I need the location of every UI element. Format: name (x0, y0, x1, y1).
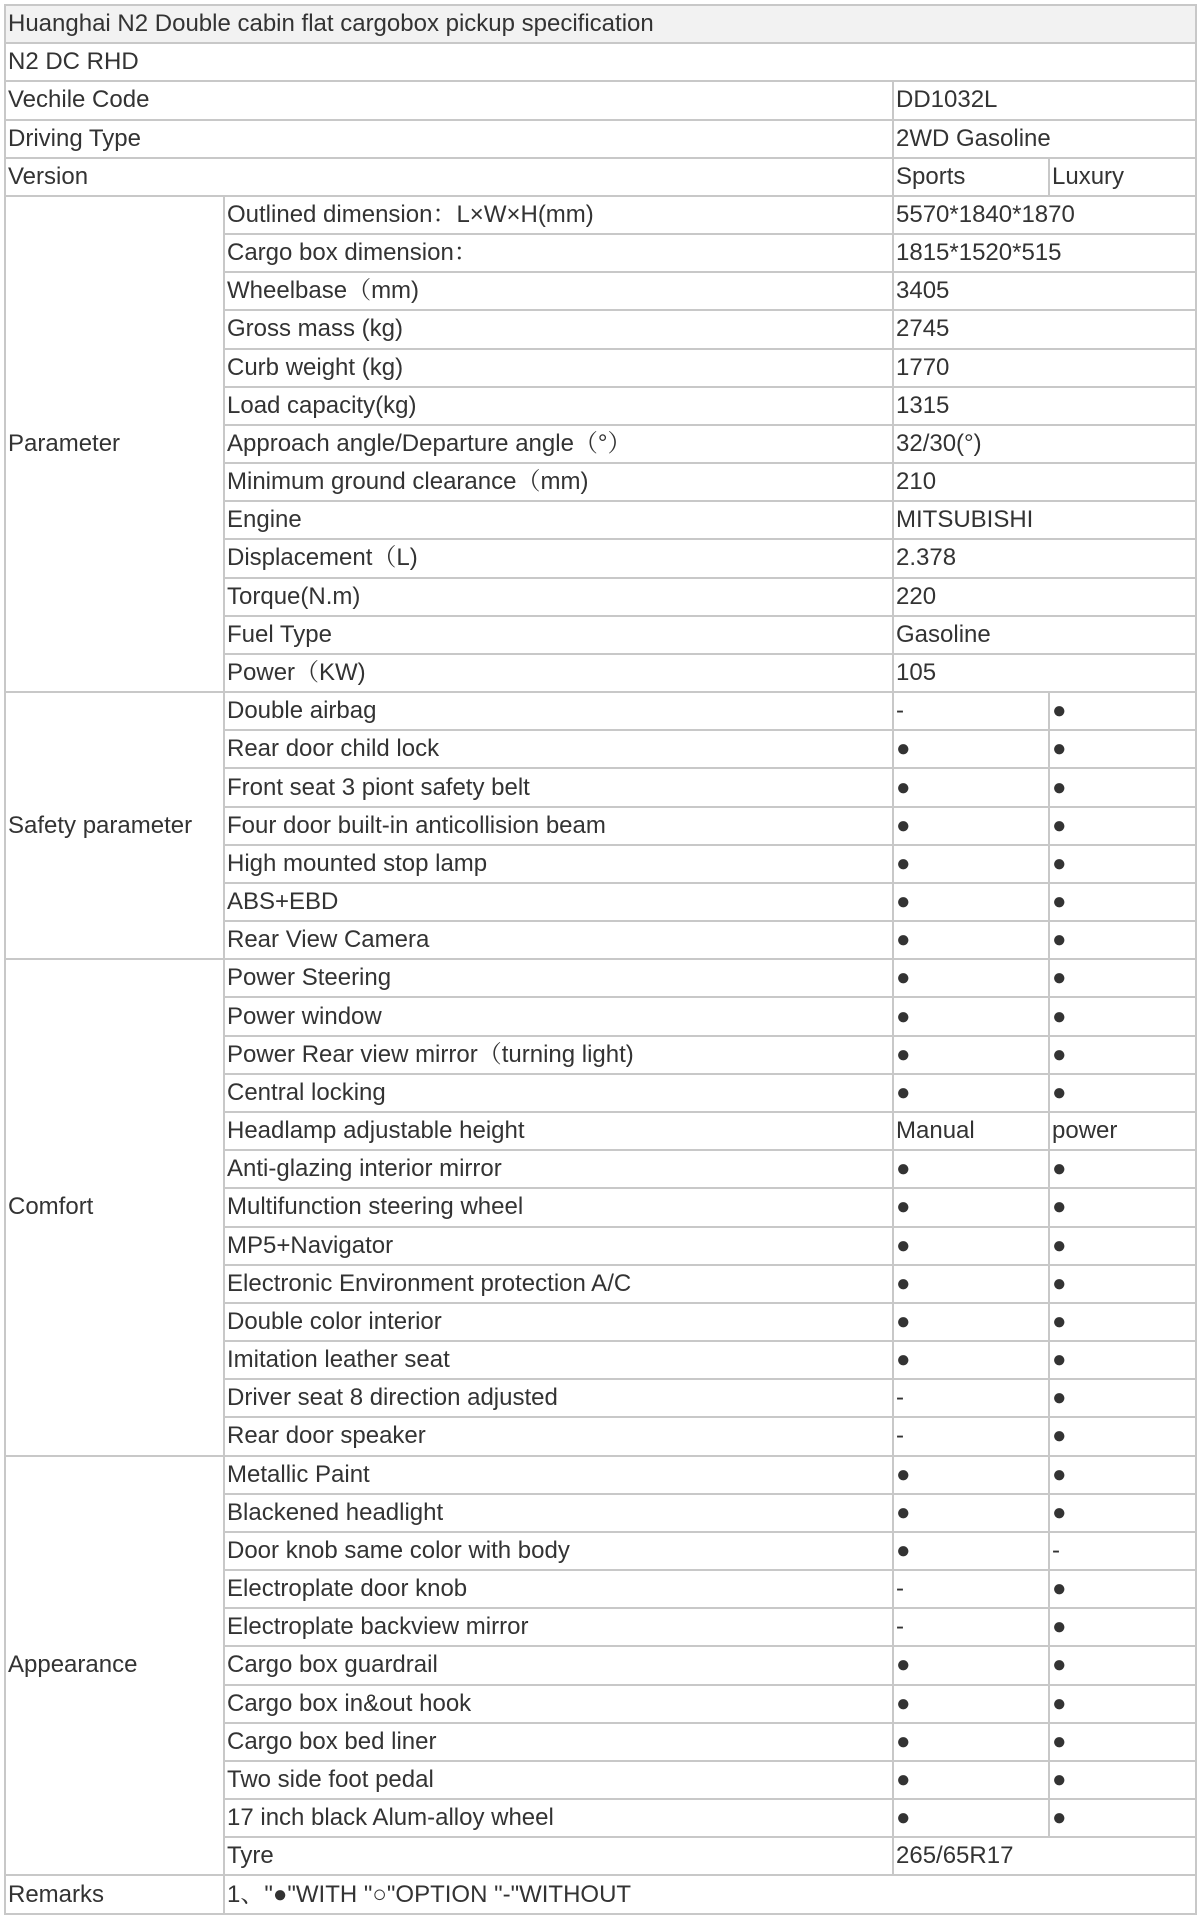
model-row (5, 43, 1196, 81)
luxury-value: ● (1049, 1685, 1196, 1723)
item-name: Fuel Type (224, 616, 893, 654)
title-row (5, 5, 1196, 43)
header-label: Driving Type (5, 120, 893, 158)
item-name: Door knob same color with body (224, 1532, 893, 1570)
item-name: Double airbag (224, 692, 893, 730)
sports-value: - (893, 1417, 1049, 1455)
item-name: Power（KW) (224, 654, 893, 692)
item-name: Electronic Environment protection A/C (224, 1265, 893, 1303)
item-value: 210 (893, 463, 1196, 501)
sports-value: ● (893, 1761, 1049, 1799)
item-name: Wheelbase（mm) (224, 272, 893, 310)
item-name: Driver seat 8 direction adjusted (224, 1379, 893, 1417)
header-row (5, 120, 1196, 158)
header-value: 2WD Gasoline (893, 120, 1196, 158)
item-name: Rear View Camera (224, 921, 893, 959)
version-sports: Sports (893, 158, 1049, 196)
luxury-value: - (1049, 1532, 1196, 1570)
luxury-value: ● (1049, 997, 1196, 1035)
table-row (5, 692, 1196, 730)
version-label: Version (5, 158, 893, 196)
luxury-value: ● (1049, 921, 1196, 959)
item-value: 105 (893, 654, 1196, 692)
item-name: Imitation leather seat (224, 1341, 893, 1379)
spec-table (4, 4, 1197, 1915)
sports-value: ● (893, 730, 1049, 768)
sports-value: ● (893, 959, 1049, 997)
sports-value: ● (893, 1303, 1049, 1341)
sports-value: ● (893, 1723, 1049, 1761)
item-name: Torque(N.m) (224, 578, 893, 616)
table-row (5, 196, 1196, 234)
item-value: 1770 (893, 349, 1196, 387)
luxury-value: ● (1049, 1227, 1196, 1265)
sports-value: ● (893, 1036, 1049, 1074)
sports-value: - (893, 1379, 1049, 1417)
luxury-value: ● (1049, 692, 1196, 730)
luxury-value: ● (1049, 845, 1196, 883)
sports-value: ● (893, 883, 1049, 921)
sports-value: ● (893, 1265, 1049, 1303)
luxury-value: ● (1049, 807, 1196, 845)
item-name: Gross mass (kg) (224, 310, 893, 348)
item-name: Double color interior (224, 1303, 893, 1341)
table-row (5, 959, 1196, 997)
item-name: ABS+EBD (224, 883, 893, 921)
sports-value: ● (893, 768, 1049, 806)
item-name: Power window (224, 997, 893, 1035)
item-name: Two side foot pedal (224, 1761, 893, 1799)
sports-value: ● (893, 1227, 1049, 1265)
item-name: Front seat 3 piont safety belt (224, 768, 893, 806)
sports-value: - (893, 1608, 1049, 1646)
header-row (5, 81, 1196, 119)
sports-value: ● (893, 1456, 1049, 1494)
item-name: Power Rear view mirror（turning light) (224, 1036, 893, 1074)
sports-value: ● (893, 807, 1049, 845)
item-value: 5570*1840*1870 (893, 196, 1196, 234)
version-luxury: Luxury (1049, 158, 1196, 196)
item-name: Central locking (224, 1074, 893, 1112)
item-name: Blackened headlight (224, 1494, 893, 1532)
section-label: Parameter (5, 196, 224, 692)
item-value: 1815*1520*515 (893, 234, 1196, 272)
item-name: Rear door child lock (224, 730, 893, 768)
item-value: 32/30(°) (893, 425, 1196, 463)
luxury-value: ● (1049, 1379, 1196, 1417)
header-value: DD1032L (893, 81, 1196, 119)
luxury-value: ● (1049, 1188, 1196, 1226)
sports-value: ● (893, 1685, 1049, 1723)
item-name: Tyre (224, 1837, 893, 1875)
luxury-value: ● (1049, 1761, 1196, 1799)
model-name: N2 DC RHD (5, 43, 1196, 81)
remarks-row (5, 1875, 1196, 1914)
item-value: 2.378 (893, 539, 1196, 577)
section-label: Safety parameter (5, 692, 224, 959)
luxury-value: ● (1049, 1646, 1196, 1684)
item-value: MITSUBISHI (893, 501, 1196, 539)
luxury-value: ● (1049, 883, 1196, 921)
luxury-value: ● (1049, 1723, 1196, 1761)
sports-value: ● (893, 1494, 1049, 1532)
sports-value: ● (893, 1341, 1049, 1379)
item-value: 2745 (893, 310, 1196, 348)
item-value: Gasoline (893, 616, 1196, 654)
luxury-value: ● (1049, 1799, 1196, 1837)
table-title: Huanghai N2 Double cabin flat cargobox pickup specification (5, 5, 1196, 43)
luxury-value: ● (1049, 1074, 1196, 1112)
luxury-value: ● (1049, 1494, 1196, 1532)
item-name: MP5+Navigator (224, 1227, 893, 1265)
item-name: Displacement（L) (224, 539, 893, 577)
item-name: Outlined dimension：L×W×H(mm) (224, 196, 893, 234)
sports-value: ● (893, 1799, 1049, 1837)
luxury-value: ● (1049, 730, 1196, 768)
item-name: Four door built-in anticollision beam (224, 807, 893, 845)
item-name: Engine (224, 501, 893, 539)
luxury-value: ● (1049, 1150, 1196, 1188)
item-name: Minimum ground clearance（mm) (224, 463, 893, 501)
luxury-value: ● (1049, 1570, 1196, 1608)
item-name: Cargo box guardrail (224, 1646, 893, 1684)
header-label: Vechile Code (5, 81, 893, 119)
item-value: 265/65R17 (893, 1837, 1196, 1875)
item-name: Multifunction steering wheel (224, 1188, 893, 1226)
luxury-value: ● (1049, 1456, 1196, 1494)
sports-value: - (893, 692, 1049, 730)
item-value: 1315 (893, 387, 1196, 425)
table-row (5, 1456, 1196, 1494)
item-name: Curb weight (kg) (224, 349, 893, 387)
item-name: Metallic Paint (224, 1456, 893, 1494)
item-value: 3405 (893, 272, 1196, 310)
section-label: Appearance (5, 1456, 224, 1876)
version-row (5, 158, 1196, 196)
sports-value: ● (893, 1532, 1049, 1570)
sports-value: ● (893, 1188, 1049, 1226)
item-name: Cargo box in&out hook (224, 1685, 893, 1723)
item-name: High mounted stop lamp (224, 845, 893, 883)
remarks-text: 1、"●"WITH "○"OPTION "-"WITHOUT (224, 1875, 1196, 1914)
item-name: Anti-glazing interior mirror (224, 1150, 893, 1188)
luxury-value: ● (1049, 1417, 1196, 1455)
item-name: Electroplate backview mirror (224, 1608, 893, 1646)
luxury-value: ● (1049, 1265, 1196, 1303)
luxury-value: power (1049, 1112, 1196, 1150)
section-label: Comfort (5, 959, 224, 1455)
sports-value: ● (893, 921, 1049, 959)
sports-value: ● (893, 1074, 1049, 1112)
item-name: Cargo box bed liner (224, 1723, 893, 1761)
item-name: Approach angle/Departure angle（°） (224, 425, 893, 463)
luxury-value: ● (1049, 1341, 1196, 1379)
remarks-label: Remarks (5, 1875, 224, 1914)
item-name: Load capacity(kg) (224, 387, 893, 425)
sports-value: - (893, 1570, 1049, 1608)
sports-value: Manual (893, 1112, 1049, 1150)
luxury-value: ● (1049, 1036, 1196, 1074)
luxury-value: ● (1049, 959, 1196, 997)
item-name: Rear door speaker (224, 1417, 893, 1455)
item-name: Headlamp adjustable height (224, 1112, 893, 1150)
spec-table-body (5, 5, 1196, 1914)
item-name: Cargo box dimension： (224, 234, 893, 272)
luxury-value: ● (1049, 1608, 1196, 1646)
sports-value: ● (893, 997, 1049, 1035)
luxury-value: ● (1049, 1303, 1196, 1341)
luxury-value: ● (1049, 768, 1196, 806)
item-value: 220 (893, 578, 1196, 616)
item-name: Electroplate door knob (224, 1570, 893, 1608)
item-name: Power Steering (224, 959, 893, 997)
sports-value: ● (893, 1646, 1049, 1684)
item-name: 17 inch black Alum-alloy wheel (224, 1799, 893, 1837)
sports-value: ● (893, 845, 1049, 883)
sports-value: ● (893, 1150, 1049, 1188)
